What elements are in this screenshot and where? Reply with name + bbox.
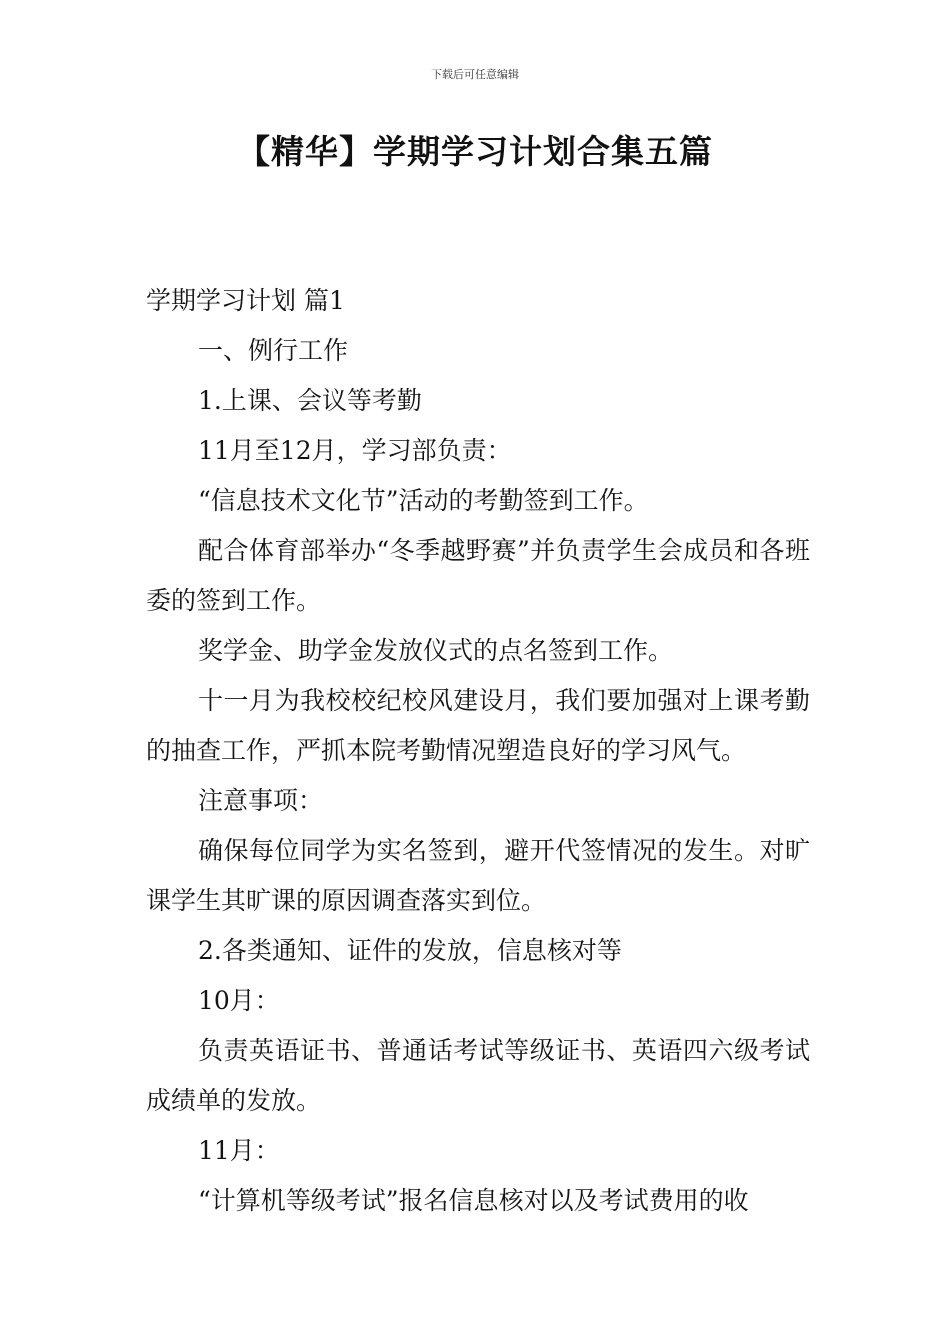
paragraph: “信息技术文化节”活动的考勤签到工作。 — [198, 486, 649, 515]
paragraph: 11月： — [198, 1136, 280, 1165]
paragraph: 11月至12月，学习部负责： — [198, 436, 512, 465]
paragraph: 注意事项： — [198, 786, 324, 815]
paragraph: 确保每位同学为实名签到，避开代签情况的发生。对旷课学生其旷课的原因调查落实到位。 — [146, 836, 810, 915]
document-title: 【精华】学期学习计划合集五篇 — [237, 132, 713, 171]
paragraph: “计算机等级考试”报名信息核对以及考试费用的收 — [198, 1186, 749, 1215]
section-heading: 学期学习计划 篇1 — [146, 286, 345, 315]
paragraph: 2.各类通知、证件的发放，信息核对等 — [198, 936, 622, 965]
paragraph: 10月： — [198, 986, 280, 1015]
document-body — [146, 276, 810, 1226]
paragraph: 负责英语证书、普通话考试等级证书、英语四六级考试成绩单的发放。 — [146, 1036, 810, 1115]
paragraph: 配合体育部举办“冬季越野赛”并负责学生会成员和各班委的签到工作。 — [146, 536, 810, 615]
paragraph: 十一月为我校校纪校风建设月，我们要加强对上课考勤的抽查工作，严抓本院考勤情况塑造良好的学习风气。 — [146, 686, 810, 765]
paragraph: 奖学金、助学金发放仪式的点名签到工作。 — [198, 636, 674, 665]
paragraph: 1.上课、会议等考勤 — [198, 386, 422, 415]
paragraph: 一、例行工作 — [198, 336, 349, 365]
header-note: 下载后可任意编辑 — [431, 68, 519, 81]
